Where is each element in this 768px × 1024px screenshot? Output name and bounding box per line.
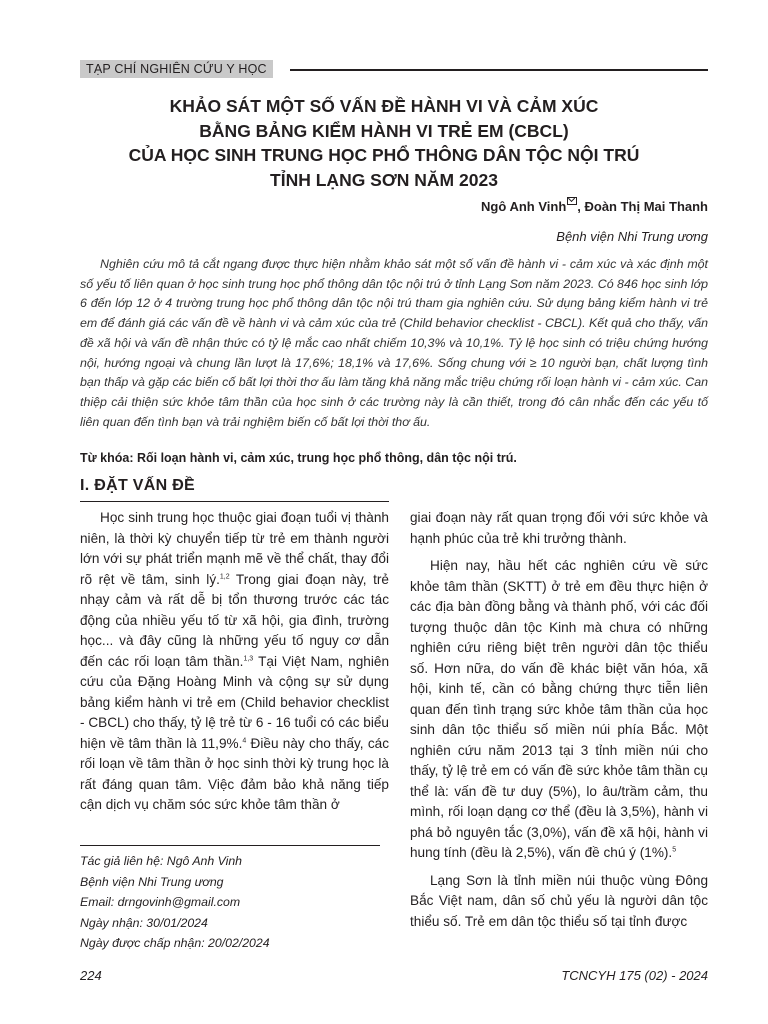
text-run: Trong giai đoạn này, trẻ nhạy cảm và rất dễ bị tổn thương trước các tác động của nhiều yếu tố từ xã hội, gia đình, trường học... và đây cũng là những yếu tố nguy cơ dẫn đến các rối loạn tâm thần. bbox=[80, 571, 389, 669]
text-run: Học sinh trung học thuộc giai đoạn tuổi vị thành niên, là thời kỳ chuyển tiếp từ trẻ em thành người lớn với sự phát triển mạnh mẽ về thể chất, thay đổi rõ rệt về tâm, sinh lý. bbox=[80, 510, 389, 587]
title-line: KHẢO SÁT MỘT SỐ VẤN ĐỀ HÀNH VI VÀ CẢM XÚC bbox=[169, 96, 599, 116]
title-line: TỈNH LẠNG SƠN NĂM 2023 bbox=[270, 169, 498, 190]
paragraph bbox=[410, 556, 708, 864]
text-run: Tại Việt Nam, nghiên cứu của Đặng Hoàng Minh và cộng sự sử dụng bảng kiểm hành vi trẻ em (Child behavior checklist - CBCL) cho thấy, tỷ lệ trẻ từ 6 - 16 tuổi có các biểu hiện về tâm thần là 11,9%. bbox=[80, 653, 389, 751]
correspondence-block bbox=[80, 851, 270, 954]
header-rule bbox=[290, 69, 708, 71]
affiliation: Bệnh viện Nhi Trung ương bbox=[556, 229, 708, 244]
title-line: BẰNG BẢNG KIỂM HÀNH VI TRẺ EM (CBCL) bbox=[199, 120, 569, 141]
paragraph bbox=[80, 508, 389, 816]
author-separator: , bbox=[577, 199, 585, 214]
envelope-icon bbox=[567, 197, 577, 205]
paragraph: Lạng Sơn là tỉnh miền núi thuộc vùng Đông Bắc Việt nam, dân số chủ yếu là người dân tộc thiểu số. Trẻ em dân tộc thiểu số tại tỉnh được bbox=[410, 872, 708, 929]
contact-org: Bệnh viện Nhi Trung ương bbox=[80, 874, 224, 889]
contact-author: Tác giả liên hệ: Ngô Anh Vinh bbox=[80, 854, 243, 868]
journal-header bbox=[80, 60, 708, 78]
text-run: Hiện nay, hầu hết các nghiên cứu về sức khỏe tâm thần (SKTT) ở trẻ em đều thực hiện ở các địa bàn đồng bằng và thành phố, với các đối tượng thuộc dân tộc Kinh mà chưa có những nghiên cứu riêng biệt trên người dân tộc thiểu số. Hơn nữa, do vấn đề khác biệt văn hóa, xã hội, kinh tế, cần có bằng chứng thực tiễn liên quan đến tình trạng sức khỏe tâm thần của học sinh dân tộc thiểu số miền núi phía Bắc. Một nghiên cứu năm 2013 tại 3 tỉnh miền núi cho thấy, tỷ lệ trẻ em có vấn đề sức khỏe tâm thần cụ thể là: vấn đề tư duy (5%), lo âu/trầm cảm, thu mình, rối loạn dạng cơ thể (đều là 3,5%), hành vi phá bỏ nguyên tắc (3,0%), vấn đề xã hội, hành vi hung tính (đều là 2,5%), vấn đề chú ý (1%). bbox=[410, 558, 708, 860]
author-name: Đoàn Thị Mai Thanh bbox=[584, 199, 708, 214]
author-list bbox=[481, 199, 708, 214]
author-name: Ngô Anh Vinh bbox=[481, 199, 567, 214]
page-number: 224 bbox=[80, 968, 102, 983]
contact-email: Email: drngovinh@gmail.com bbox=[80, 895, 241, 910]
contact-rule bbox=[80, 845, 380, 846]
citation-ref: 1,3 bbox=[243, 654, 254, 662]
body-column-right bbox=[410, 508, 708, 932]
paragraph: giai đoạn này rất quan trọng đối với sức khỏe và hạnh phúc của trẻ khi trưởng thành. bbox=[410, 510, 708, 546]
citation-ref: 4 bbox=[242, 736, 247, 744]
body-column-left bbox=[80, 508, 389, 816]
journal-issue: TCNCYH 175 (02) - 2024 bbox=[561, 968, 708, 983]
article-title bbox=[60, 94, 708, 192]
section-heading: I. ĐẶT VẤN ĐỀ bbox=[80, 477, 196, 494]
text-run: Điều này cho thấy, các rối loạn về tâm thần ở học sinh thời kỳ trung học là rất đáng quan tâm. Việc đảm bảo khả năng tiếp cận dịch vụ chăm sóc sức khỏe tâm thần ở bbox=[80, 735, 389, 812]
keywords: Từ khóa: Rối loạn hành vi, cảm xúc, trung học phổ thông, dân tộc nội trú. bbox=[80, 451, 517, 465]
abstract: Nghiên cứu mô tả cắt ngang được thực hiện nhằm khảo sát một số vấn đề hành vi - cảm xúc và xác định một số yếu tố liên quan ở học sinh trung học phổ thông dân tộc nội trú ở tỉnh Lạng Sơn năm 2023. Có 846 học sinh lớp 6 đến lớp 12 ở 4 trường trung học phổ thông dân tộc nội trú tham gia nghiên cứu. Sử dụng bảng kiểm hành vi trẻ em để đánh giá các vấn đề về hành vi và cảm xúc của trẻ (Child behavior checklist - CBCL). Kết quả cho thấy, vấn đề xã hội và vấn đề nhận thức có tỷ lệ mắc cao nhất chiếm 10,3% và 10,1%. Tỷ lệ học sinh có triệu chứng hướng nội, hướng ngoại và chung lần lượt là 17,6%; 18,1% và 17,6%. Sống chung với ≥ 10 người bạn, chất lượng tình bạn thấp và gặp các biến cố bất lợi thời thơ ấu làm tăng khả năng mắc triệu chứng rối loạn hành vi - cảm xúc. Can thiệp cải thiện sức khỏe tâm thần của học sinh ở các trường này là cần thiết, trong đó cân nhắc đến các yếu tố liên quan đến tình bạn và trải nghiệm biến cố bất lợi thời thơ ấu. bbox=[80, 257, 708, 429]
journal-tag: TẠP CHÍ NGHIÊN CỨU Y HỌC bbox=[80, 60, 273, 78]
accepted-date: Ngày được chấp nhận: 20/02/2024 bbox=[80, 936, 270, 951]
citation-ref: 1,2 bbox=[219, 572, 230, 580]
section-rule bbox=[80, 501, 389, 502]
citation-ref: 5 bbox=[672, 846, 677, 854]
received-date: Ngày nhận: 30/01/2024 bbox=[80, 915, 208, 930]
title-line: CỦA HỌC SINH TRUNG HỌC PHỔ THÔNG DÂN TỘC NỘI TRÚ bbox=[128, 145, 640, 165]
